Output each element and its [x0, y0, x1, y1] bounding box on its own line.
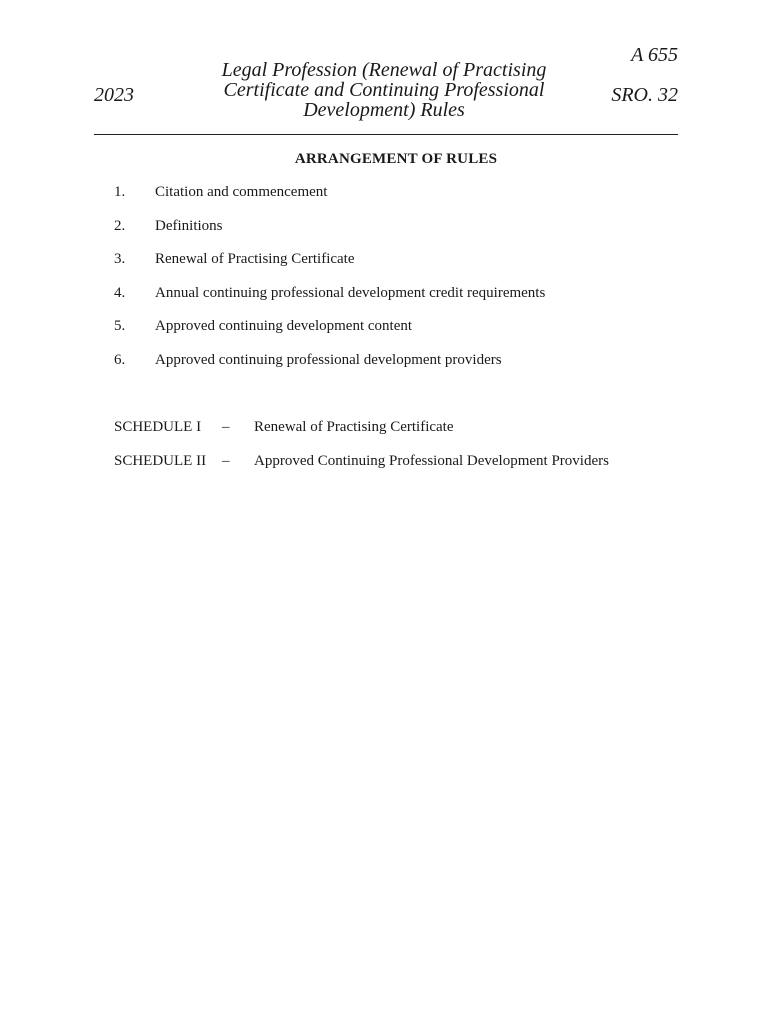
sro-number: SRO. 32: [611, 84, 678, 106]
schedule-label: SCHEDULE I: [114, 419, 202, 435]
rule-number: 2.: [114, 217, 126, 234]
title-line: Certificate and Continuing Professional: [223, 79, 545, 101]
schedule-dash: –: [222, 453, 230, 469]
schedule-label: SCHEDULE II: [114, 453, 207, 469]
title-line: Development) Rules: [303, 99, 465, 121]
rule-number: 6.: [114, 351, 126, 368]
header-year: 2023: [94, 84, 134, 106]
page-header: [94, 40, 678, 136]
rule-text: Renewal of Practising Certificate: [155, 251, 355, 268]
rule-item: [114, 318, 545, 352]
page-number: A 655: [631, 44, 678, 66]
arrangement-heading: ARRANGEMENT OF RULES: [294, 151, 498, 167]
schedule-item: [114, 453, 609, 487]
rule-number: 3.: [114, 251, 126, 268]
rule-number: 1.: [114, 184, 126, 200]
schedule-dash: –: [222, 419, 230, 435]
schedule-text: Renewal of Practising Certificate: [254, 419, 454, 435]
rule-number: 5.: [114, 318, 126, 335]
rule-text: Annual continuing professional development credit requirements: [155, 284, 546, 301]
document-title: [204, 60, 564, 120]
rule-item: [114, 218, 545, 252]
rules-list: [114, 184, 545, 386]
rule-item: [114, 285, 545, 319]
rule-text: Approved continuing development content: [155, 318, 413, 335]
rule-item: [114, 251, 545, 285]
rule-text: Citation and commencement: [155, 184, 328, 200]
schedules-list: [114, 419, 609, 487]
schedule-item: [114, 419, 609, 453]
title-line: Legal Profession (Renewal of Practising: [221, 59, 547, 81]
rule-item: [114, 352, 545, 386]
rule-text: Definitions: [155, 217, 223, 234]
header-divider: [94, 134, 678, 135]
schedule-text: Approved Continuing Professional Development Providers: [254, 453, 609, 469]
rule-number: 4.: [114, 284, 126, 301]
rule-item: [114, 184, 545, 218]
rule-text: Approved continuing professional development providers: [155, 351, 502, 368]
